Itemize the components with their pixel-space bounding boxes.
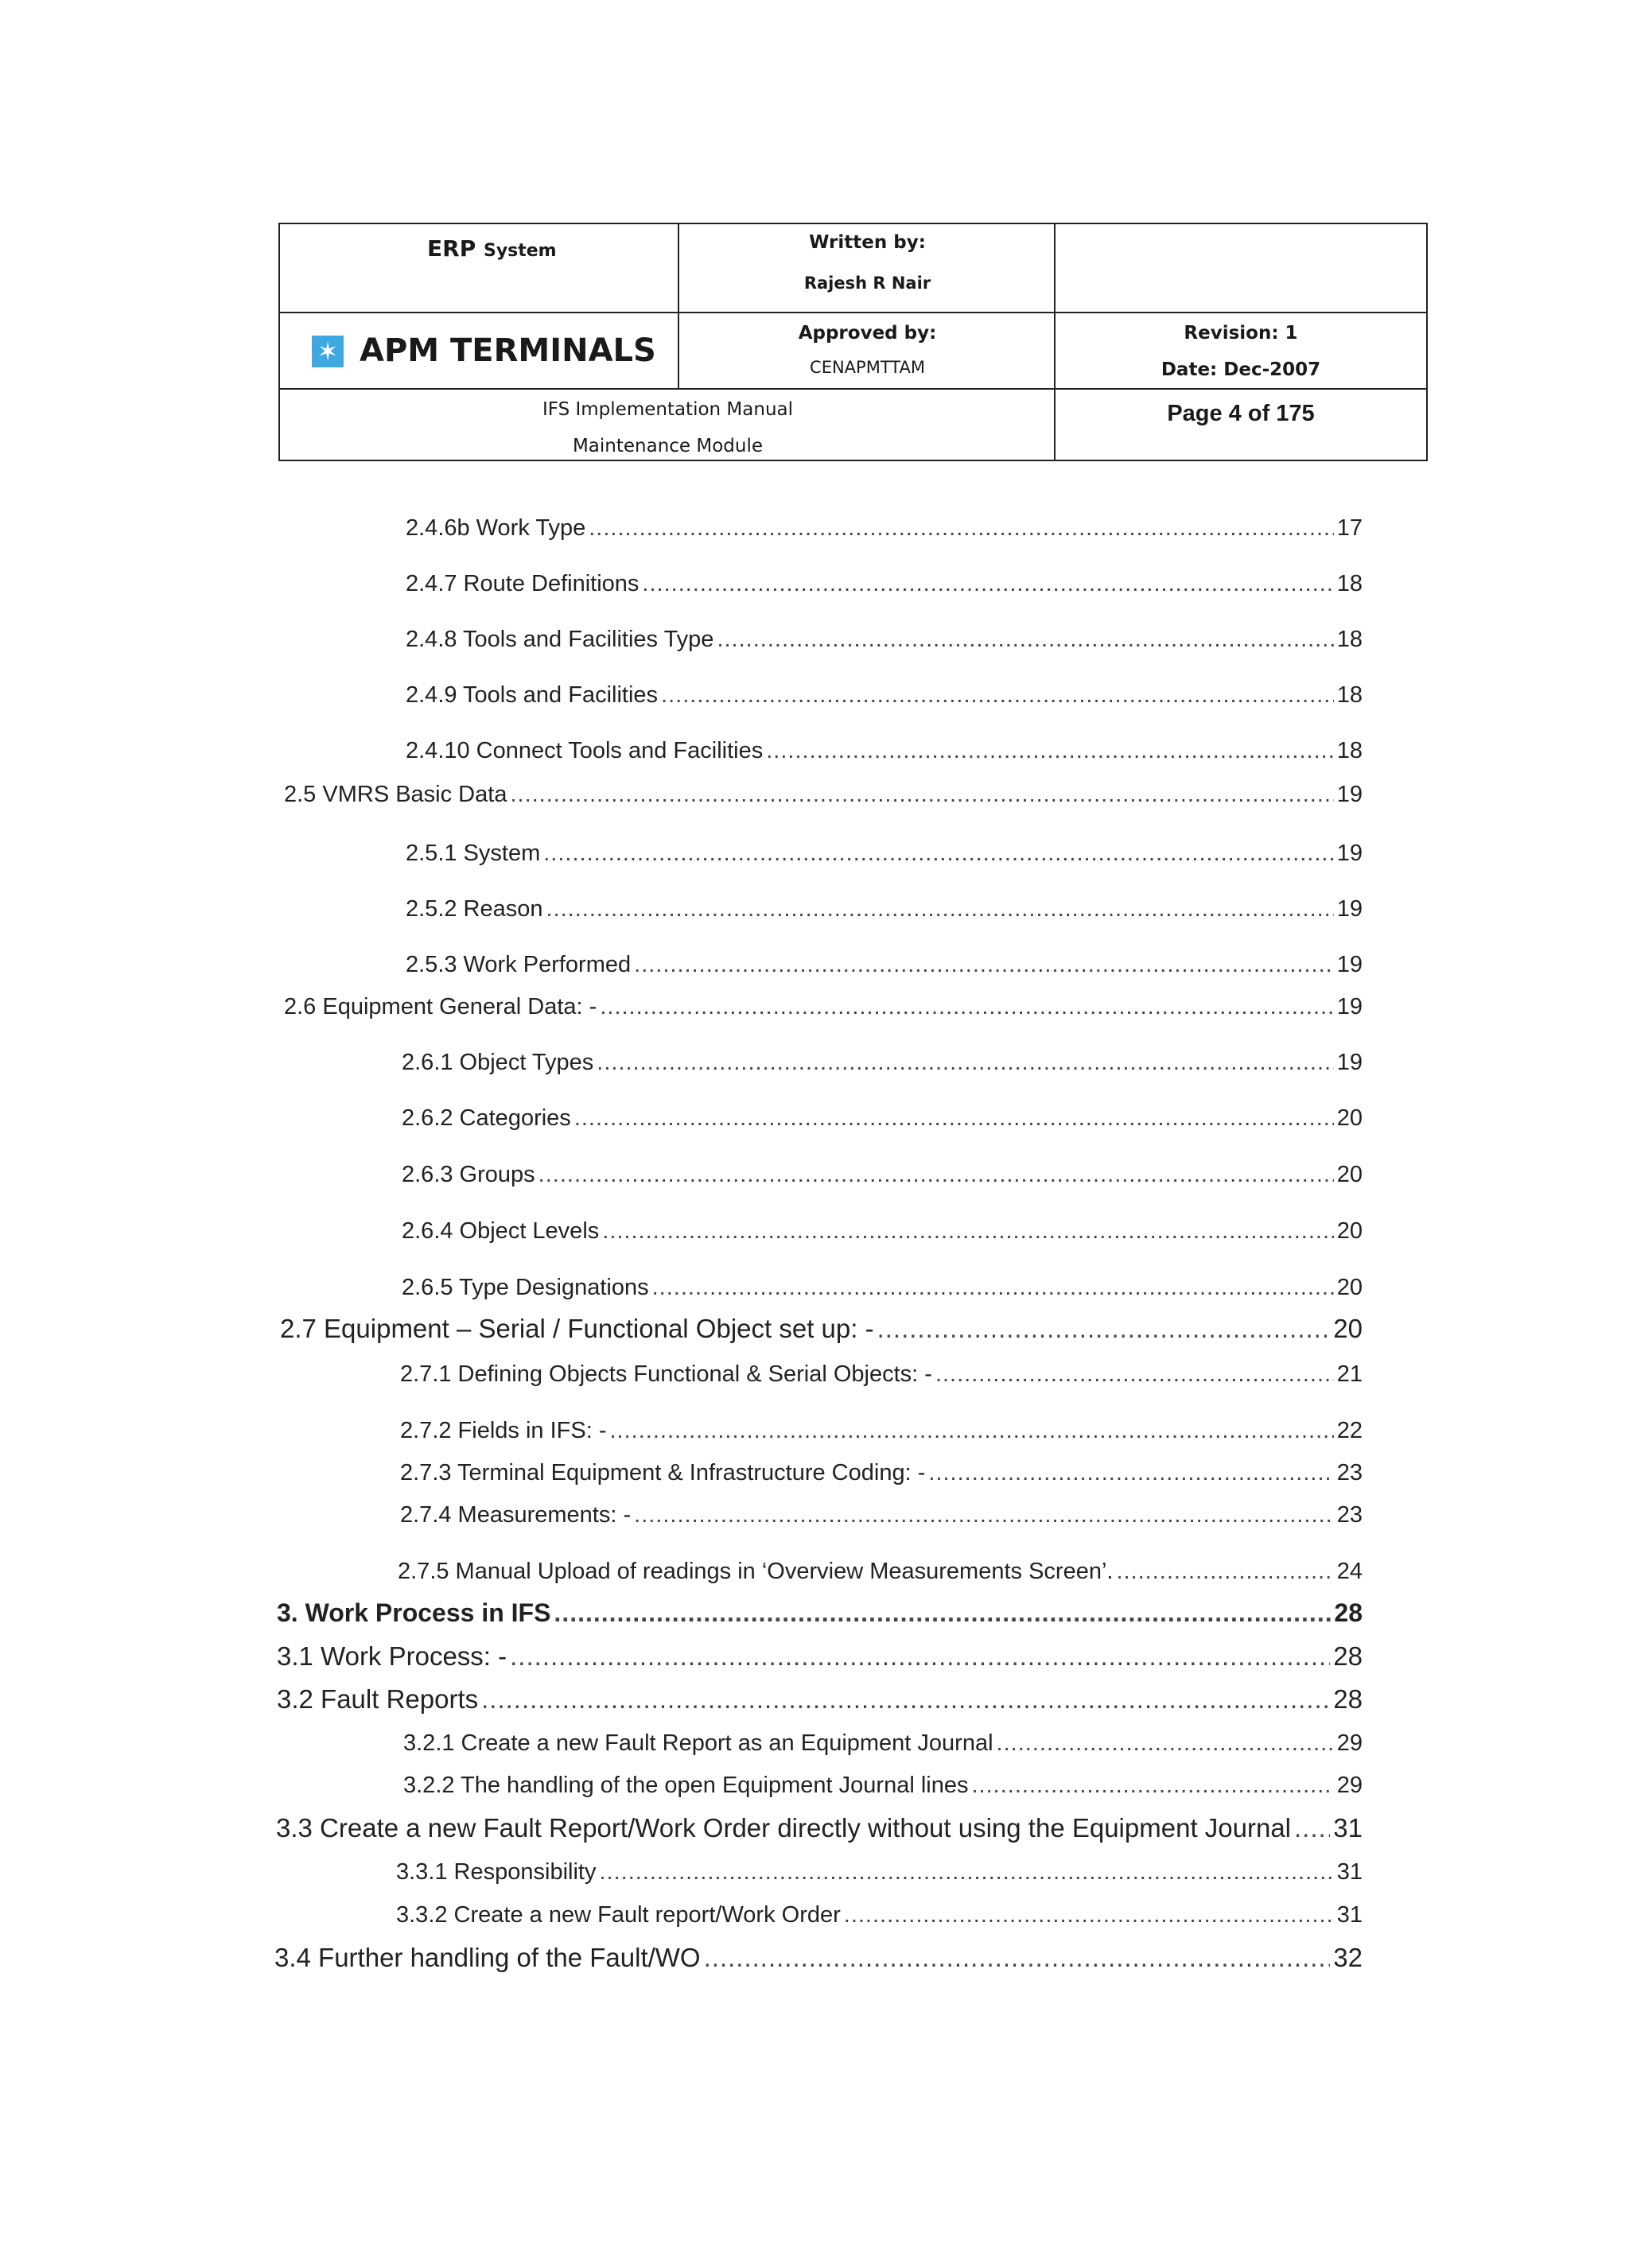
toc-leader-dots	[481, 1684, 1330, 1715]
toc-entry-title: 2.4.6b Work Type	[406, 515, 586, 541]
toc-entry-title: 3. Work Process in IFS	[277, 1598, 551, 1627]
system-label-small: System	[483, 241, 557, 261]
toc-leader-dots	[997, 1730, 1334, 1757]
toc-leader-dots	[634, 1502, 1334, 1528]
toc-entry-title: 2.5 VMRS Basic Data	[284, 782, 507, 807]
toc-entry-title: 2.7.4 Measurements: -	[400, 1502, 632, 1528]
toc-entry[interactable]	[400, 1418, 1363, 1444]
toc-entry-title: 3.4 Further handling of the Fault/WO	[274, 1943, 701, 1972]
toc-leader-dots	[634, 952, 1334, 978]
toc-leader-dots	[642, 571, 1333, 597]
toc-entry-page: 18	[1336, 627, 1363, 652]
toc-entry-title: 2.5.3 Work Performed	[406, 952, 632, 977]
toc-leader-dots	[935, 1361, 1334, 1388]
toc-entry[interactable]	[402, 1275, 1363, 1301]
toc-entry-page: 22	[1336, 1418, 1363, 1443]
toc-leader-dots	[602, 1218, 1333, 1245]
module-title: Maintenance Module	[572, 436, 764, 456]
toc-entry-title: 3.1 Work Process: -	[277, 1641, 507, 1671]
toc-leader-dots	[766, 738, 1334, 764]
toc-entry[interactable]	[406, 738, 1363, 764]
toc-leader-dots	[546, 896, 1334, 922]
toc-entry-page: 19	[1336, 782, 1363, 807]
toc-entry[interactable]	[406, 515, 1363, 542]
toc-entry-page: 29	[1336, 1773, 1363, 1798]
toc-entry-page: 23	[1336, 1502, 1363, 1528]
toc-entry[interactable]	[396, 1859, 1363, 1885]
system-label-main: ERP	[427, 235, 476, 262]
system-label	[427, 235, 557, 262]
page-info: Page 4 of 175	[1167, 401, 1315, 426]
toc-leader-dots	[589, 515, 1334, 542]
company-logo-cell	[280, 313, 679, 390]
toc-entry[interactable]	[398, 1559, 1363, 1585]
toc-entry-title: 2.5.1 System	[406, 841, 541, 866]
toc-entry-page: 28	[1333, 1684, 1363, 1714]
manual-title: IFS Implementation Manual	[542, 399, 794, 420]
toc-entry[interactable]	[276, 1813, 1363, 1843]
toc-entry-page: 18	[1336, 682, 1363, 708]
company-logo-text: APM TERMINALS	[360, 332, 656, 369]
toc-entry-page: 17	[1336, 515, 1363, 541]
toc-entry[interactable]	[403, 1730, 1363, 1757]
toc-leader-dots	[844, 1902, 1334, 1928]
written-by-name: Rajesh R Nair	[803, 274, 931, 293]
approved-by-label: Approved by:	[798, 323, 937, 344]
toc-leader-dots	[597, 1050, 1333, 1076]
toc-entry-title: 2.7.5 Manual Upload of readings in ‘Overview Measurements Screen’.	[398, 1559, 1114, 1584]
toc-entry-title: 3.2.1 Create a new Fault Report as an Equipment Journal	[403, 1730, 993, 1756]
toc-entry[interactable]	[402, 1105, 1363, 1132]
toc-entry[interactable]	[277, 1684, 1363, 1715]
toc-entry-page: 20	[1336, 1275, 1363, 1300]
toc-entry-title: 2.5.2 Reason	[406, 896, 543, 922]
toc-entry[interactable]	[406, 682, 1363, 709]
toc-entry-title: 2.6.1 Object Types	[402, 1050, 594, 1075]
document-header-table	[278, 223, 1428, 461]
toc-entry[interactable]	[403, 1773, 1363, 1799]
toc-leader-dots	[704, 1943, 1331, 1973]
toc-leader-dots	[971, 1773, 1333, 1799]
toc-leader-dots	[510, 1641, 1330, 1672]
toc-entry-title: 2.6.2 Categories	[402, 1105, 571, 1131]
toc-leader-dots	[599, 1859, 1333, 1885]
toc-entry-page: 19	[1336, 841, 1363, 866]
toc-leader-dots	[877, 1314, 1331, 1344]
toc-entry[interactable]	[280, 1314, 1363, 1344]
toc-leader-dots	[717, 627, 1333, 653]
toc-entry-title: 2.4.7 Route Definitions	[406, 571, 640, 596]
star-logo-icon: ✶	[312, 336, 344, 367]
toc-entry-title: 2.6.4 Object Levels	[402, 1218, 600, 1244]
toc-leader-dots	[554, 1598, 1331, 1628]
toc-entry-title: 2.7.1 Defining Objects Functional & Serial Objects: -	[400, 1361, 932, 1387]
manual-title-cell	[280, 390, 1056, 463]
toc-entry-page: 20	[1336, 1105, 1363, 1131]
toc-entry-page: 31	[1336, 1859, 1363, 1885]
page-info-cell	[1056, 390, 1426, 463]
toc-entry-page: 20	[1336, 1162, 1363, 1187]
toc-entry-title: 2.4.8 Tools and Facilities Type	[406, 627, 714, 652]
toc-entry-title: 2.7 Equipment – Serial / Functional Object set up: -	[280, 1314, 874, 1343]
toc-entry[interactable]	[406, 571, 1363, 597]
toc-entry-page: 28	[1334, 1598, 1363, 1627]
toc-entry-title: 3.2 Fault Reports	[277, 1684, 479, 1714]
toc-entry-title: 2.7.2 Fields in IFS: -	[400, 1418, 607, 1443]
toc-leader-dots	[574, 1105, 1334, 1132]
toc-entry-page: 19	[1336, 952, 1363, 977]
toc-entry[interactable]	[400, 1361, 1363, 1388]
toc-entry[interactable]	[400, 1502, 1363, 1528]
toc-entry-title: 3.3.2 Create a new Fault report/Work Order	[396, 1902, 841, 1928]
toc-entry-page: 32	[1333, 1943, 1363, 1972]
toc-leader-dots	[1294, 1813, 1330, 1843]
toc-entry-title: 2.6 Equipment General Data: -	[284, 994, 597, 1019]
toc-entry-page: 19	[1336, 994, 1363, 1019]
toc-entry-page: 21	[1336, 1361, 1363, 1387]
toc-entry-title: 2.6.5 Type Designations	[402, 1275, 649, 1300]
toc-entry-page: 29	[1336, 1730, 1363, 1756]
toc-entry-page: 19	[1336, 1050, 1363, 1075]
approved-by-name: CENAPMTTAM	[810, 358, 925, 377]
toc-entry[interactable]	[406, 841, 1363, 867]
revision-text: Revision: 1	[1184, 323, 1298, 344]
toc-entry-title: 3.3.1 Responsibility	[396, 1859, 597, 1885]
approved-by-cell	[679, 313, 1056, 390]
toc-entry[interactable]	[402, 1162, 1363, 1188]
written-by-cell	[679, 224, 1056, 313]
toc-entry[interactable]	[400, 1460, 1363, 1486]
toc-entry-page: 31	[1333, 1813, 1363, 1843]
toc-leader-dots	[610, 1418, 1334, 1444]
toc-leader-dots	[538, 1162, 1334, 1188]
toc-entry[interactable]	[277, 1598, 1363, 1628]
toc-entry-title: 2.4.10 Connect Tools and Facilities	[406, 738, 764, 763]
toc-entry-title: 2.7.3 Terminal Equipment & Infrastructure Coding: -	[400, 1460, 926, 1485]
toc-leader-dots	[600, 994, 1333, 1020]
toc-entry-page: 24	[1336, 1559, 1363, 1584]
toc-entry[interactable]	[406, 627, 1363, 653]
toc-entry[interactable]	[406, 896, 1363, 922]
toc-leader-dots	[1116, 1559, 1333, 1585]
toc-entry-page: 28	[1333, 1641, 1363, 1671]
toc-entry-title: 2.6.3 Groups	[402, 1162, 535, 1187]
toc-entry-title: 2.4.9 Tools and Facilities	[406, 682, 659, 708]
toc-leader-dots	[510, 782, 1333, 808]
revision-cell	[1056, 313, 1426, 390]
toc-entry-page: 19	[1336, 896, 1363, 922]
toc-entry-page: 20	[1336, 1218, 1363, 1244]
toc-entry-page: 18	[1336, 571, 1363, 596]
written-by-label: Written by:	[809, 232, 926, 253]
toc-leader-dots	[661, 682, 1334, 709]
toc-leader-dots	[543, 841, 1333, 867]
toc-leader-dots	[652, 1275, 1334, 1301]
system-cell	[280, 224, 679, 313]
toc-entry-page: 23	[1336, 1460, 1363, 1485]
toc-entry[interactable]	[406, 952, 1363, 978]
toc-entry[interactable]	[284, 994, 1363, 1020]
toc-entry[interactable]	[402, 1050, 1363, 1076]
toc-entry-page: 20	[1333, 1314, 1363, 1343]
toc-entry-page: 31	[1336, 1902, 1363, 1928]
toc-entry-title: 3.3 Create a new Fault Report/Work Order directly without using the Equipment Journal	[276, 1813, 1292, 1843]
toc-entry[interactable]	[396, 1902, 1363, 1928]
toc-entry[interactable]	[284, 782, 1363, 808]
toc-entry-page: 18	[1336, 738, 1363, 763]
toc-entry[interactable]	[402, 1218, 1363, 1245]
toc-entry[interactable]	[277, 1641, 1363, 1672]
toc-leader-dots	[928, 1460, 1333, 1486]
date-text: Date: Dec-2007	[1161, 359, 1321, 380]
toc-entry-title: 3.2.2 The handling of the open Equipment Journal lines	[403, 1773, 969, 1798]
toc-entry[interactable]	[274, 1943, 1363, 1973]
